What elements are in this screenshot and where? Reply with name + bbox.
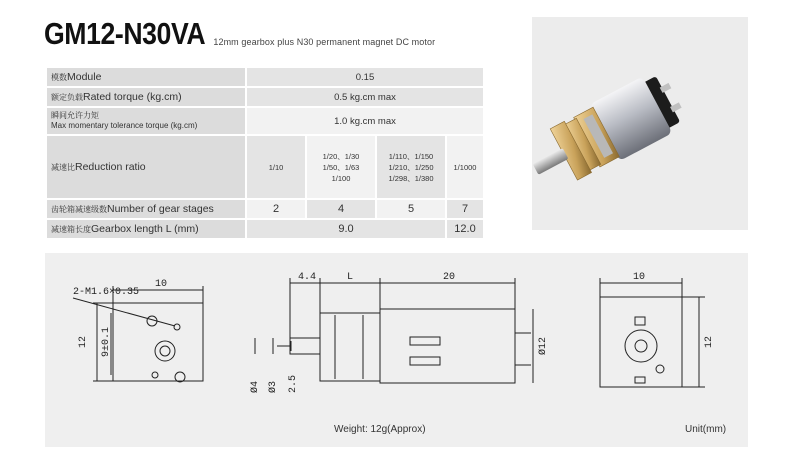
unit-label: Unit(mm): [685, 424, 727, 435]
front-width-label: 10: [155, 279, 168, 290]
table-row: 减速箱长度Gearbox length L (mm) 9.0 12.0: [47, 220, 483, 238]
table-row: 减速比Reduction ratio 1/10 1/20、1/30 1/50、1/63 1/100 1/110、1/150 1/210、1/250 1/298、1/380 1/1000: [47, 136, 483, 198]
side-diameter-label: Ø12: [538, 336, 549, 355]
technical-drawing: [45, 253, 748, 447]
rated-torque-value: 0.5 kg.cm max: [247, 88, 483, 106]
module-value: 0.15: [247, 68, 483, 86]
hole-spacing-label: 9±0.1: [101, 326, 112, 357]
side-length-label: L: [347, 272, 354, 283]
product-photo: [532, 17, 748, 230]
momentary-torque-value: 1.0 kg.cm max: [247, 108, 483, 134]
dimension-drawing: [45, 253, 748, 447]
motor-illustration: [532, 17, 748, 230]
table-row: 瞬间允许力矩 Max momentary tolerance torque (kg.cm) 1.0 kg.cm max: [47, 108, 483, 134]
model-name: GM12-N30VA: [44, 16, 206, 51]
model-subtitle: 12mm gearbox plus N30 permanent magnet DC motor: [213, 37, 436, 47]
product-title: [44, 18, 435, 49]
front-height-label: 12: [78, 335, 89, 348]
thread-label: 2-M1.6×0.35: [73, 287, 140, 298]
shaft-diameter2-label: Ø3: [268, 380, 279, 393]
rear-height-label: 12: [704, 335, 715, 348]
rear-width-label: 10: [633, 272, 646, 283]
shaft-diameter-label: Ø4: [250, 380, 261, 393]
table-row: 模数Module 0.15: [47, 68, 483, 86]
side-d1-label: 4.4: [298, 272, 317, 283]
flat-label: 2.5: [288, 374, 299, 393]
side-motor-label: 20: [443, 272, 456, 283]
table-row: 齿轮箱减速级数Number of gear stages 2 4 5 7: [47, 200, 483, 218]
spec-table: [45, 66, 485, 240]
weight-label: Weight: 12g(Approx): [334, 424, 426, 435]
table-row: 额定负载Rated torque (kg.cm) 0.5 kg.cm max: [47, 88, 483, 106]
